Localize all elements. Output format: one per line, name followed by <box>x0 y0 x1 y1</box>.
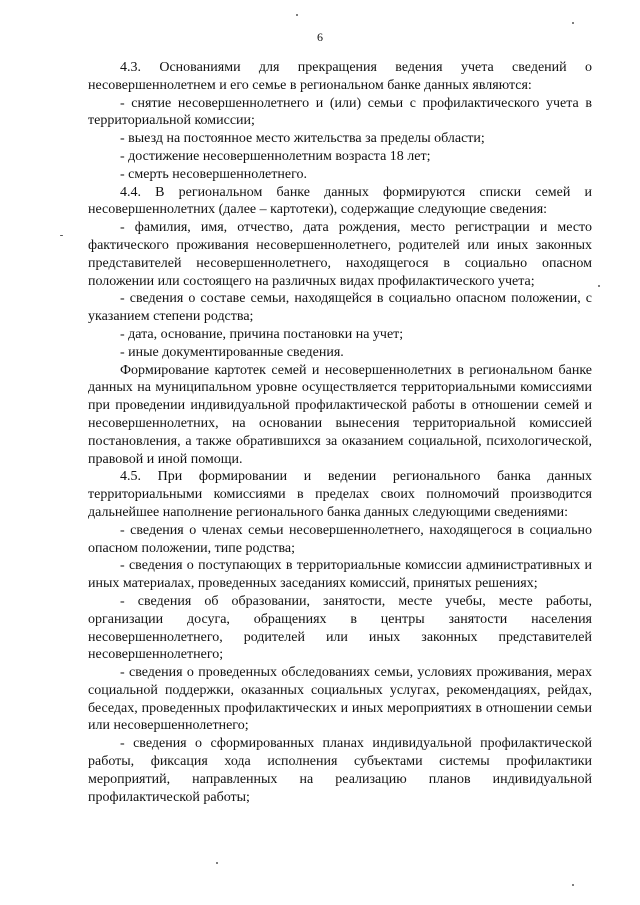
paragraph: - сведения о проведенных обследованиях семьи, условиях проживания, мерах социальной поддержки, оказанных социальных услугах, рекомендациях, рейдах, беседах, проведенных профилактических и иных мероприятиях в отношении семьи или несовершеннолетнего; <box>88 665 592 734</box>
paragraph: - достижение несовершеннолетним возраста 18 лет; <box>120 148 431 164</box>
scan-speck <box>60 235 63 236</box>
paragraph: - смерть несовершеннолетнего. <box>120 166 307 182</box>
paragraph: - сведения об образовании, занятости, месте учебы, месте работы, организации досуга, обращениях в центры занятости населения несовершеннолетнего, родителей или иных законных представителей несовершеннолетнего; <box>88 593 592 663</box>
paragraph: - снятие несовершеннолетнего и (или) семьи с профилактического учета в территориальной комиссии; <box>88 95 592 129</box>
scan-speck <box>296 14 298 16</box>
paragraph: - сведения о членах семьи несовершеннолетнего, находящегося в социально опасном положении, типе родства; <box>88 522 592 556</box>
paragraph: - дата, основание, причина постановки на учет; <box>120 326 404 342</box>
paragraph: Формирование картотек семей и несовершеннолетних в региональном банке данных на муниципальном уровне осуществляется территориальными комиссиями при проведении индивидуальной профилактической работы в отношении семей и несовершеннолетних, на основании вынесения территориальной комиссией постановления, а также обратившихся за оказанием социальной, психологической, правовой и иной помощи. <box>88 362 592 467</box>
document-body <box>88 59 592 806</box>
paragraph: - выезд на постоянное место жительства за пределы области; <box>120 131 485 147</box>
scan-speck <box>598 285 600 287</box>
scan-speck <box>216 862 218 864</box>
scan-speck <box>572 884 574 886</box>
page-number: 6 <box>317 30 323 44</box>
paragraph: 4.5. При формировании и ведении регионального банка данных территориальными комиссиями в пределах своих полномочий производится дальнейшее наполнение регионального банка данных следующими сведениями: <box>88 469 592 520</box>
scan-speck <box>572 22 574 24</box>
paragraph: 4.3. Основаниями для прекращения ведения учета сведений о несовершеннолетнем и его семье в региональном банке данных являются: <box>88 60 592 93</box>
paragraph: - сведения о поступающих в территориальные комиссии административных и иных материалах, проведенных заседаниях комиссий, принятых решениях; <box>88 558 592 592</box>
paragraph: - сведения о сформированных планах индивидуальной профилактической работы, фиксация хода исполнения субъектами системы профилактики мероприятий, направленных на реализацию планов индивидуальной профилактической работы; <box>88 736 592 805</box>
paragraph: - сведения о составе семьи, находящейся в социально опасном положении, с указанием степени родства; <box>88 291 592 325</box>
paragraph: - фамилия, имя, отчество, дата рождения, место регистрации и место фактического проживания несовершеннолетнего, родителей или иных законных представителей несовершеннолетнего, находящегося в социально опасном положении или состоящего на различных видах профилактического учета; <box>88 220 592 289</box>
paragraph: 4.4. В региональном банке данных формируются списки семей и несовершеннолетних (далее – картотеки), содержащие следующие сведения: <box>88 184 592 218</box>
paragraph: - иные документированные сведения. <box>120 344 344 360</box>
